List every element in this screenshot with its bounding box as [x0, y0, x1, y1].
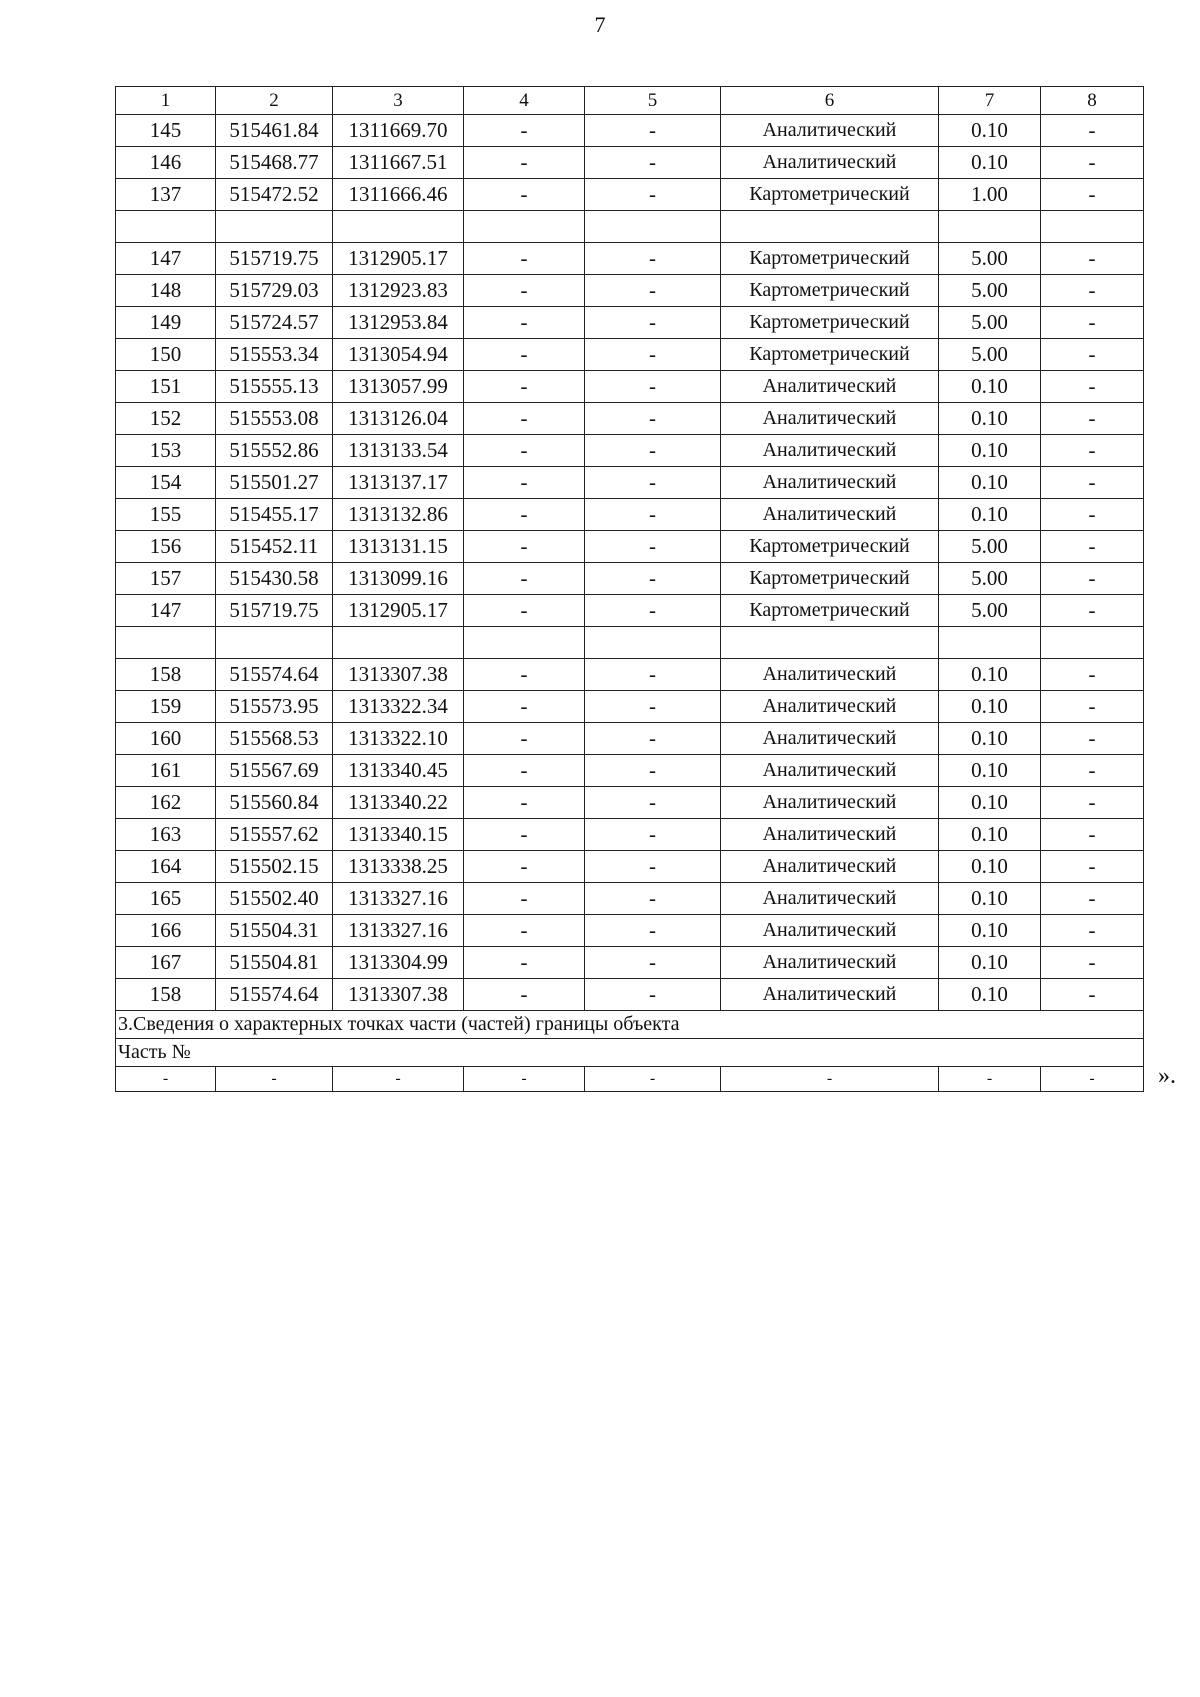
table-cell: - — [585, 947, 721, 979]
table-cell: - — [464, 851, 585, 883]
table-cell: 515574.64 — [216, 659, 333, 691]
table-cell: 515557.62 — [216, 819, 333, 851]
table-cell: 157 — [116, 563, 216, 595]
table-cell: 0.10 — [939, 115, 1041, 147]
table-cell: - — [585, 659, 721, 691]
table-cell — [939, 627, 1041, 659]
table-cell: 515574.64 — [216, 979, 333, 1011]
table-cell: 158 — [116, 979, 216, 1011]
table-row — [116, 339, 1144, 371]
table-cell: 155 — [116, 499, 216, 531]
table-cell: - — [1041, 275, 1144, 307]
table-cell: 148 — [116, 275, 216, 307]
table-cell: 515729.03 — [216, 275, 333, 307]
table-row — [116, 883, 1144, 915]
table-cell: 515555.13 — [216, 371, 333, 403]
table-cell: 153 — [116, 435, 216, 467]
table-cell — [333, 211, 464, 243]
table-cell: - — [585, 563, 721, 595]
table-cell: 5.00 — [939, 531, 1041, 563]
table-cell: - — [1041, 851, 1144, 883]
table-cell: 1313338.25 — [333, 851, 464, 883]
table-cell: - — [585, 435, 721, 467]
table-row — [116, 595, 1144, 627]
table-row — [116, 275, 1144, 307]
table-row — [116, 755, 1144, 787]
table-cell: 154 — [116, 467, 216, 499]
table-cell: 164 — [116, 851, 216, 883]
table-cell: - — [464, 947, 585, 979]
table-cell: - — [1041, 915, 1144, 947]
table-row — [116, 531, 1144, 563]
table-row — [116, 851, 1144, 883]
table-cell: - — [585, 179, 721, 211]
table-cell: 1313057.99 — [333, 371, 464, 403]
table-cell: 0.10 — [939, 435, 1041, 467]
table-row — [116, 659, 1144, 691]
column-header: 6 — [721, 87, 939, 115]
table-row — [116, 467, 1144, 499]
table-cell: 515502.40 — [216, 883, 333, 915]
column-header: 2 — [216, 87, 333, 115]
table-row — [116, 115, 1144, 147]
part-label: Часть № — [116, 1039, 1144, 1067]
table-cell: 159 — [116, 691, 216, 723]
table-cell: - — [116, 1067, 216, 1092]
table-cell: 147 — [116, 595, 216, 627]
table-cell: 515567.69 — [216, 755, 333, 787]
table-cell: - — [585, 1067, 721, 1092]
table-cell: - — [1041, 563, 1144, 595]
table-cell — [216, 627, 333, 659]
table-cell: - — [1041, 787, 1144, 819]
table-cell: Аналитический — [721, 755, 939, 787]
table-cell: - — [585, 499, 721, 531]
table-cell: - — [1041, 755, 1144, 787]
table-cell: - — [216, 1067, 333, 1092]
table-cell: 515504.31 — [216, 915, 333, 947]
table-cell: 0.10 — [939, 691, 1041, 723]
table-cell: - — [464, 403, 585, 435]
table-cell: - — [464, 659, 585, 691]
table-row — [116, 243, 1144, 275]
table-cell: - — [464, 467, 585, 499]
table-cell: 515560.84 — [216, 787, 333, 819]
table-cell: - — [1041, 115, 1144, 147]
table-cell: 147 — [116, 243, 216, 275]
table-cell: Картометрический — [721, 275, 939, 307]
table-cell: - — [585, 339, 721, 371]
column-header: 7 — [939, 87, 1041, 115]
table-cell: - — [464, 531, 585, 563]
table-row — [116, 499, 1144, 531]
section-title: 3.Сведения о характерных точках части (частей) границы объекта — [116, 1011, 1144, 1039]
table-cell: 0.10 — [939, 467, 1041, 499]
table-cell: Аналитический — [721, 147, 939, 179]
table-cell: 1312905.17 — [333, 595, 464, 627]
table-cell: 0.10 — [939, 659, 1041, 691]
table-cell: - — [1041, 723, 1144, 755]
table-cell: - — [585, 595, 721, 627]
table-cell: 0.10 — [939, 371, 1041, 403]
table-cell: 0.10 — [939, 851, 1041, 883]
table-cell: - — [464, 243, 585, 275]
table-cell: 162 — [116, 787, 216, 819]
table-row — [116, 819, 1144, 851]
table-cell — [216, 211, 333, 243]
table-cell: - — [585, 275, 721, 307]
table-cell: 1313327.16 — [333, 915, 464, 947]
table-row — [116, 723, 1144, 755]
table-cell: - — [1041, 691, 1144, 723]
table-row — [116, 979, 1144, 1011]
table-cell: - — [333, 1067, 464, 1092]
table-cell: - — [464, 147, 585, 179]
table-cell: - — [464, 435, 585, 467]
table-cell: 161 — [116, 755, 216, 787]
table-cell: 0.10 — [939, 755, 1041, 787]
table-cell: - — [1041, 307, 1144, 339]
table-cell: 515573.95 — [216, 691, 333, 723]
table-cell: 515452.11 — [216, 531, 333, 563]
table-cell: - — [585, 851, 721, 883]
table-cell: 0.10 — [939, 979, 1041, 1011]
table-cell: - — [585, 979, 721, 1011]
table-cell: Аналитический — [721, 819, 939, 851]
table-cell: 0.10 — [939, 819, 1041, 851]
table-cell: - — [1041, 403, 1144, 435]
table-cell — [939, 211, 1041, 243]
table-row — [116, 627, 1144, 659]
table-cell: 1313307.38 — [333, 979, 464, 1011]
table-cell: - — [585, 403, 721, 435]
table-cell: 1313137.17 — [333, 467, 464, 499]
table-cell: - — [1041, 595, 1144, 627]
table-cell: - — [1041, 147, 1144, 179]
closing-quote-mark: ». — [1158, 1062, 1176, 1089]
table-cell: 1313099.16 — [333, 563, 464, 595]
table-cell: - — [1041, 467, 1144, 499]
table-cell: 515455.17 — [216, 499, 333, 531]
table-cell: Аналитический — [721, 403, 939, 435]
table-cell: 1312923.83 — [333, 275, 464, 307]
table-cell: 1311666.46 — [333, 179, 464, 211]
table-cell: Аналитический — [721, 979, 939, 1011]
table-cell: 152 — [116, 403, 216, 435]
table-cell: Картометрический — [721, 339, 939, 371]
table-cell: Картометрический — [721, 179, 939, 211]
table-cell: 1313132.86 — [333, 499, 464, 531]
table-cell: - — [585, 147, 721, 179]
column-header: 1 — [116, 87, 216, 115]
table-row — [116, 211, 1144, 243]
table-cell: 0.10 — [939, 147, 1041, 179]
table-cell: 1313340.45 — [333, 755, 464, 787]
table-cell: 145 — [116, 115, 216, 147]
table-cell: 0.10 — [939, 947, 1041, 979]
table-cell: 515719.75 — [216, 595, 333, 627]
table-cell: 5.00 — [939, 595, 1041, 627]
table-cell: - — [585, 883, 721, 915]
table-cell — [1041, 627, 1144, 659]
table-cell: - — [464, 883, 585, 915]
table-cell: 515461.84 — [216, 115, 333, 147]
table-cell: - — [464, 979, 585, 1011]
table-cell — [585, 211, 721, 243]
table-cell: 1312953.84 — [333, 307, 464, 339]
table-cell: 1313131.15 — [333, 531, 464, 563]
table-cell: 150 — [116, 339, 216, 371]
table-cell — [116, 627, 216, 659]
table-row — [116, 403, 1144, 435]
table-cell: - — [585, 691, 721, 723]
table-cell: 515553.08 — [216, 403, 333, 435]
table-cell: Аналитический — [721, 659, 939, 691]
table-cell: 1313133.54 — [333, 435, 464, 467]
table-cell — [116, 211, 216, 243]
table-cell: 0.10 — [939, 499, 1041, 531]
table-cell: - — [464, 339, 585, 371]
table-cell: - — [464, 563, 585, 595]
table-cell: - — [464, 595, 585, 627]
table-cell: 1313340.22 — [333, 787, 464, 819]
table-cell: Аналитический — [721, 499, 939, 531]
table-cell: Аналитический — [721, 435, 939, 467]
table-cell: 5.00 — [939, 563, 1041, 595]
table-cell: 0.10 — [939, 787, 1041, 819]
table-cell — [333, 627, 464, 659]
table-cell: - — [585, 723, 721, 755]
table-cell: 0.10 — [939, 883, 1041, 915]
table-cell: - — [585, 915, 721, 947]
table-cell: 515502.15 — [216, 851, 333, 883]
table-cell: 515501.27 — [216, 467, 333, 499]
table-cell: Аналитический — [721, 915, 939, 947]
page-number: 7 — [594, 12, 606, 37]
table-cell: Картометрический — [721, 243, 939, 275]
table-cell: 1313322.10 — [333, 723, 464, 755]
table-cell: - — [464, 723, 585, 755]
table-cell: - — [1041, 499, 1144, 531]
table-cell: 515430.58 — [216, 563, 333, 595]
dash-row — [116, 1067, 1144, 1092]
table-cell: 1313304.99 — [333, 947, 464, 979]
table-row — [116, 563, 1144, 595]
table-cell: 515553.34 — [216, 339, 333, 371]
table-cell: - — [464, 787, 585, 819]
table-cell: - — [464, 307, 585, 339]
column-header: 4 — [464, 87, 585, 115]
table-cell: 1313307.38 — [333, 659, 464, 691]
table-cell: 149 — [116, 307, 216, 339]
table-cell: Аналитический — [721, 115, 939, 147]
table-cell: 1312905.17 — [333, 243, 464, 275]
table-cell: 515468.77 — [216, 147, 333, 179]
table-cell: Картометрический — [721, 563, 939, 595]
table-cell — [585, 627, 721, 659]
table-cell: - — [585, 755, 721, 787]
table-cell: - — [585, 115, 721, 147]
table-cell: - — [1041, 339, 1144, 371]
table-cell — [721, 627, 939, 659]
table-cell: 160 — [116, 723, 216, 755]
table-cell: - — [939, 1067, 1041, 1092]
table-cell: 167 — [116, 947, 216, 979]
table-cell: Аналитический — [721, 787, 939, 819]
table-cell: 5.00 — [939, 339, 1041, 371]
table-cell: 158 — [116, 659, 216, 691]
boundary-points-table — [115, 86, 1144, 1092]
table-cell: 146 — [116, 147, 216, 179]
table-cell: Аналитический — [721, 467, 939, 499]
table-cell: 165 — [116, 883, 216, 915]
table-cell: - — [1041, 947, 1144, 979]
table-cell: 1313340.15 — [333, 819, 464, 851]
table-row — [116, 147, 1144, 179]
table-cell: Картометрический — [721, 307, 939, 339]
table-cell: Аналитический — [721, 723, 939, 755]
table-cell — [1041, 211, 1144, 243]
table-cell: 515568.53 — [216, 723, 333, 755]
table-cell: - — [1041, 1067, 1144, 1092]
table-cell: 515719.75 — [216, 243, 333, 275]
table-cell: Картометрический — [721, 595, 939, 627]
table-cell: 515724.57 — [216, 307, 333, 339]
table-cell: - — [1041, 979, 1144, 1011]
table-cell: 1313126.04 — [333, 403, 464, 435]
table-cell: - — [464, 819, 585, 851]
table-cell: Аналитический — [721, 691, 939, 723]
table-cell: 1313327.16 — [333, 883, 464, 915]
table-row — [116, 691, 1144, 723]
table-cell: 163 — [116, 819, 216, 851]
table-cell: - — [721, 1067, 939, 1092]
table-cell: Аналитический — [721, 947, 939, 979]
table-cell: 5.00 — [939, 243, 1041, 275]
table-cell: - — [1041, 243, 1144, 275]
table-cell: 515472.52 — [216, 179, 333, 211]
table-cell: - — [464, 371, 585, 403]
table-cell: Картометрический — [721, 531, 939, 563]
column-header: 5 — [585, 87, 721, 115]
table-cell: - — [464, 275, 585, 307]
table-cell: 151 — [116, 371, 216, 403]
table-cell: - — [585, 307, 721, 339]
table-cell — [464, 627, 585, 659]
table-row — [116, 179, 1144, 211]
table-cell: 515552.86 — [216, 435, 333, 467]
table-cell: 515504.81 — [216, 947, 333, 979]
table-cell — [721, 211, 939, 243]
table-row — [116, 307, 1144, 339]
table-cell: 137 — [116, 179, 216, 211]
table-cell: - — [1041, 531, 1144, 563]
table-cell: 156 — [116, 531, 216, 563]
table-cell: 166 — [116, 915, 216, 947]
table-cell: - — [1041, 819, 1144, 851]
table-cell: - — [1041, 179, 1144, 211]
table-cell: 5.00 — [939, 307, 1041, 339]
table-cell: - — [1041, 371, 1144, 403]
table-cell: Аналитический — [721, 883, 939, 915]
table-cell: - — [585, 467, 721, 499]
table-cell: - — [1041, 435, 1144, 467]
table-cell: - — [464, 179, 585, 211]
table-cell: - — [464, 499, 585, 531]
column-header: 8 — [1041, 87, 1144, 115]
table-cell: - — [585, 243, 721, 275]
table-row — [116, 787, 1144, 819]
table-cell: - — [585, 819, 721, 851]
table-cell: 1313054.94 — [333, 339, 464, 371]
table-cell: Аналитический — [721, 371, 939, 403]
table-cell: 0.10 — [939, 403, 1041, 435]
table-cell — [464, 211, 585, 243]
table-cell: - — [464, 115, 585, 147]
table-row — [116, 915, 1144, 947]
table-row — [116, 435, 1144, 467]
part-label-row — [116, 1039, 1144, 1067]
table-cell: - — [585, 371, 721, 403]
table-row — [116, 947, 1144, 979]
table-cell: - — [1041, 659, 1144, 691]
table-cell: - — [464, 755, 585, 787]
table-cell: - — [585, 787, 721, 819]
table-cell: - — [464, 915, 585, 947]
section-title-row — [116, 1011, 1144, 1039]
table-cell: Аналитический — [721, 851, 939, 883]
table-cell: 0.10 — [939, 915, 1041, 947]
table-cell: - — [464, 691, 585, 723]
table-cell: - — [1041, 883, 1144, 915]
column-header: 3 — [333, 87, 464, 115]
table-cell: - — [585, 531, 721, 563]
table-cell: - — [464, 1067, 585, 1092]
table-cell: 5.00 — [939, 275, 1041, 307]
table-cell: 1311667.51 — [333, 147, 464, 179]
table-cell: 1311669.70 — [333, 115, 464, 147]
table-cell: 1313322.34 — [333, 691, 464, 723]
table-cell: 0.10 — [939, 723, 1041, 755]
table-cell: 1.00 — [939, 179, 1041, 211]
table-row — [116, 371, 1144, 403]
header-row — [116, 87, 1144, 115]
